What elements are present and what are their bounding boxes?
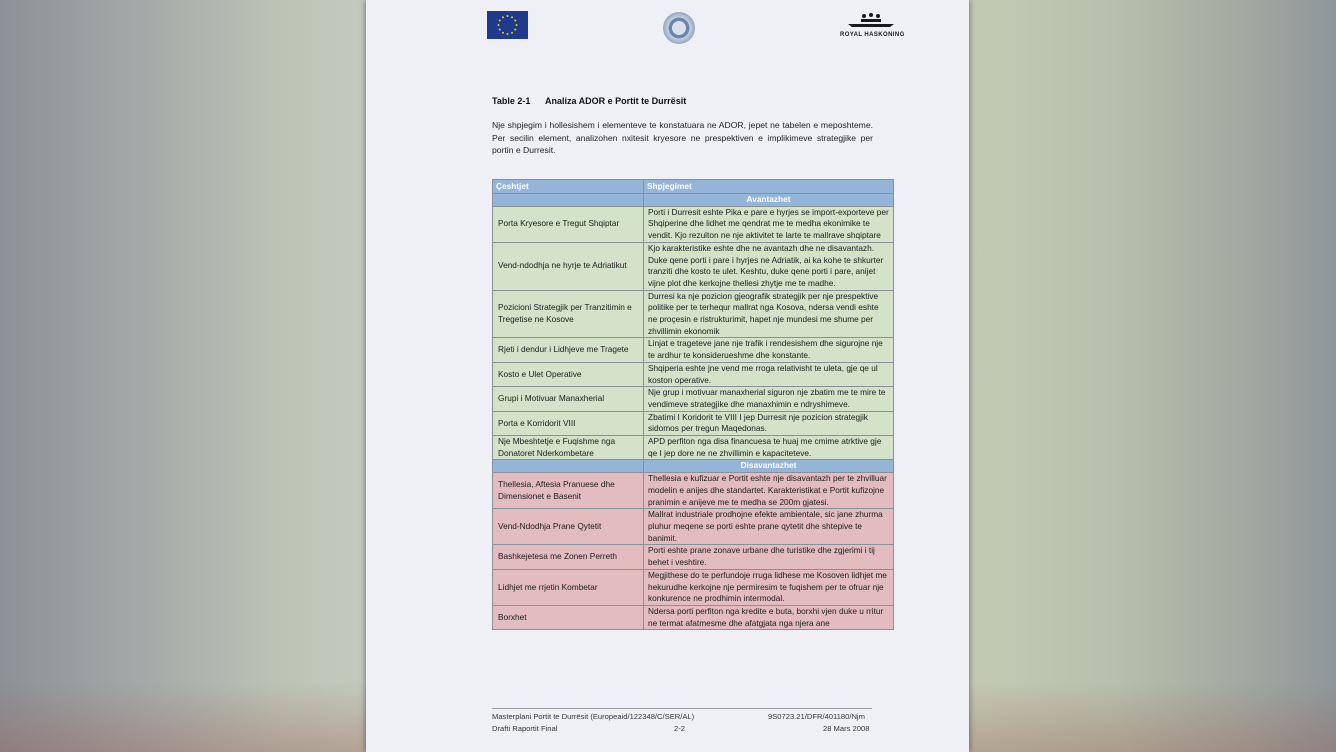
table-row — [493, 473, 894, 509]
header-explanations: Shpjegimet — [644, 180, 894, 194]
eu-flag-icon — [487, 11, 528, 39]
table-row — [493, 545, 894, 569]
document-page — [366, 0, 969, 752]
table-row — [493, 605, 894, 629]
explanation-cell: Porti eshte prane zonave urbane dhe turistike dhe zgjerimi i tij behet i veshtire. — [644, 545, 894, 569]
issue-cell: Borxhet — [493, 605, 644, 629]
issue-cell: Thellesia, Aftesia Pranuese dhe Dimensionet e Basenit — [493, 473, 644, 509]
section-label-advantages: Avantazhet — [644, 194, 894, 207]
ador-table — [492, 179, 894, 630]
explanation-cell: Kjo karakteristike eshte dhe ne avantazh dhe ne disavantazh. Duke qene porti i pare i hyrjes ne Adriatik, ai ka kohe te shkurter tranziti dhe kosto te ulet. Keshtu, duke qene porti i pare, anijet vijne plot dhe kerkojne thellesi zhytje me te madhe. — [644, 242, 894, 290]
issue-cell: Vend-ndodhja ne hyrje te Adriatikut — [493, 242, 644, 290]
issue-cell: Pozicioni Strategjik per Tranzitimin e Tregetise ne Kosove — [493, 290, 644, 338]
issue-cell: Porta e Korridorit VIII — [493, 411, 644, 435]
table-row — [493, 206, 894, 242]
footer-report-name: Drafti Raportit Final — [492, 724, 558, 733]
section-label-disadvantages: Disavantazhet — [644, 460, 894, 473]
explanation-cell: Megjithese do te perfundoje rruga lidhese me Kosoven lidhjet me hekurudhe kerkojne nje permiresim te fuqishem per te ofruar nje konkurence ne prodhimin intermodal. — [644, 569, 894, 605]
explanation-cell: Durresi ka nje pozicion gjeografik strategjik per nje prespektive politike per te terhequr mallrat nga Kosova, ndersa vendi eshte ne proçesin e ristrukturimit, hapet nje mundesi me shume per zhvillimin ekonomik — [644, 290, 894, 338]
footer-reference: 9S0723.21/DFR/401180/Njm — [768, 712, 865, 721]
table-caption — [492, 96, 686, 106]
section-row-disadvantages — [493, 460, 894, 473]
issue-cell: Nje Mbeshtetje e Fuqishme nga Donatoret Nderkombetare — [493, 436, 644, 460]
issue-cell: Rjeti i dendur i Lidhjeve me Tragete — [493, 338, 644, 362]
explanation-cell: Porti i Durresit eshte Pika e pare e hyrjes se import-exporteve per Shqiperine dhe lidhet me qendrat me te medha ekonimike te vendit. Kjo rezulton ne nje aktivitet te larte te mallrave shqiptare — [644, 206, 894, 242]
table-row — [493, 569, 894, 605]
issue-cell: Bashkejetesa me Zonen Perreth — [493, 545, 644, 569]
explanation-cell: Thellesia e kufizuar e Portit eshte nje disavantazh per te zhvilluar modelin e anijes dhe standartet. Karakteristikat e Portit kufizojne pranimin e anijeve me te medha se 200m gjatesi. — [644, 473, 894, 509]
table-header-row — [493, 180, 894, 194]
explanation-cell: Linjat e trageteve jane nje trafik i rendesishem dhe sigurojne nje te ardhur te konsiderueshme dhe konstante. — [644, 338, 894, 362]
table-row — [493, 509, 894, 545]
albanian-seal-icon — [663, 12, 695, 44]
explanation-cell: Nje grup i motivuar manaxherial siguron nje zbatim me te mire te vendimeve strategjike dhe manaxhimin e ndryshimeve. — [644, 387, 894, 411]
issue-cell: Grupi i Motivuar Manaxherial — [493, 387, 644, 411]
section-blank-cell — [493, 460, 644, 473]
table-row — [493, 362, 894, 386]
section-blank-cell — [493, 194, 644, 207]
background-right — [969, 0, 1336, 752]
explanation-cell: Mallrat industriale prodhojne efekte ambientale, sic jane zhurma pluhur meqene se porti eshte prane qytetit dhe shtepive te banimit. — [644, 509, 894, 545]
table-row — [493, 242, 894, 290]
footer-divider — [492, 708, 872, 709]
issue-cell: Vend-Ndodhja Prane Qytetit — [493, 509, 644, 545]
table-row — [493, 338, 894, 362]
issue-cell: Kosto e Ulet Operative — [493, 362, 644, 386]
section-row-advantages — [493, 194, 894, 207]
explanation-cell: APD perfiton nga disa financuesa te huaj me cmime atrktive gje qe I jep dore ne ne zhvillimin e kapaciteteve. — [644, 436, 894, 460]
footer-date: 28 Mars 2008 — [823, 724, 870, 733]
explanation-cell: Ndersa porti perfiton nga kredite e buta, borxhi vjen duke u rritur ne termat afatmesme dhe afatgjata nga njera ane — [644, 605, 894, 629]
footer-page-number: 2-2 — [674, 724, 685, 733]
footer-project: Masterplani Portit te Durrësit (Europeaid/122348/C/SER/AL) — [492, 712, 695, 721]
table-row — [493, 436, 894, 460]
explanation-cell: Zbatimi I Koridorit te VIII I jep Durresit nje pozicion strategjik sidomos per tregun Maqedonas. — [644, 411, 894, 435]
table-row — [493, 387, 894, 411]
explanation-cell: Shqiperia eshte jne vend me rroga relativisht te uleta, gje qe ul koston operative. — [644, 362, 894, 386]
royal-haskoning-name: ROYAL HASKONING — [840, 32, 905, 38]
issue-cell: Lidhjet me rrjetin Kombetar — [493, 569, 644, 605]
table-number: Table 2-1 — [492, 96, 531, 106]
table-row — [493, 290, 894, 338]
issue-cell: Porta Kryesore e Tregut Shqiptar — [493, 206, 644, 242]
background-left — [0, 0, 366, 752]
header-issues: Çeshtjet — [493, 180, 644, 194]
table-row — [493, 411, 894, 435]
intro-paragraph: Nje shpjegim i hollesishem i elementeve te konstatuara ne ADOR, jepet ne tabelen e meposhteme. Per secilin element, analizohen nxitesit kryesore ne prespektiven e implikimeve strategjike per portin e Durresit. — [492, 120, 873, 155]
table-title: Analiza ADOR e Portit te Durrësit — [545, 96, 687, 106]
